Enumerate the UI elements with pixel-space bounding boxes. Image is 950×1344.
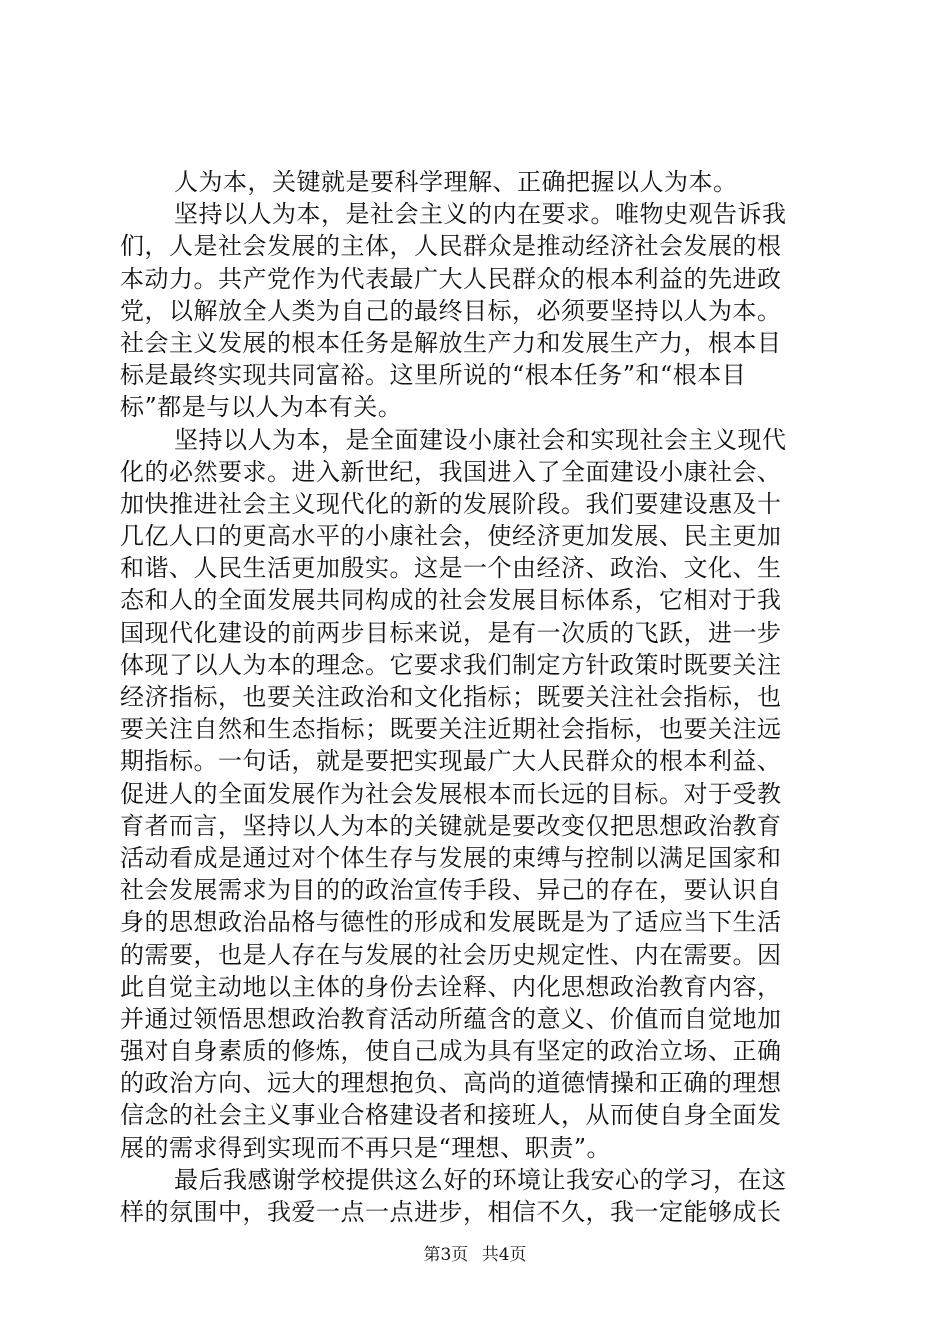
text-line: 并通过领悟思想政治教育活动所蕴含的意义、价值而自觉地加 <box>120 1004 782 1033</box>
text-line: 信念的社会主义事业合格建设者和接班人，从而使自身全面发 <box>120 1101 782 1130</box>
text-line: 态和人的全面发展共同构成的社会发展目标体系，它相对于我 <box>120 586 782 615</box>
text-line: 经济指标，也要关注政治和文化指标；既要关注社会指标，也 <box>120 683 782 711</box>
text-line: 人为本，关键就是要科学理解、正确把握以人为本。 <box>174 168 738 196</box>
document-body <box>120 166 838 1228</box>
text-line: 展的需求得到实现而不再只是“理想、职责”。 <box>120 1133 612 1162</box>
text-line: 们，人是社会发展的主体，人民群众是推动经济社会发展的根 <box>120 232 782 261</box>
page-total: 共4页 <box>481 1245 527 1265</box>
text-line: 最后我感谢学校提供这么好的环境让我安心的学习，在这 <box>174 1165 787 1194</box>
text-line: 要关注自然和生态指标；既要关注近期社会指标，也要关注远 <box>120 715 782 744</box>
text-line: 活动看成是通过对个体生存与发展的束缚与控制以满足国家和 <box>120 843 782 872</box>
text-line: 标是最终实现共同富裕。这里所说的“根本任务”和“根本目 <box>120 361 747 390</box>
text-line: 此自觉主动地以主体的身份去诠释、内化思想政治教育内容， <box>120 972 782 1001</box>
text-line: 样的氛围中，我爱一点一点进步，相信不久，我一定能够成长 <box>120 1198 782 1226</box>
page-footer <box>0 1244 950 1266</box>
text-line: 几亿人口的更高水平的小康社会，使经济更加发展、民主更加 <box>120 522 782 551</box>
text-line: 加快推进社会主义现代化的新的发展阶段。我们要建设惠及十 <box>120 489 782 518</box>
text-line: 坚持以人为本，是社会主义的内在要求。唯物史观告诉我 <box>174 200 787 229</box>
text-line: 的需要，也是人存在与发展的社会历史规定性、内在需要。因 <box>120 940 782 969</box>
text-line: 体现了以人为本的理念。它要求我们制定方针政策时既要关注 <box>120 650 782 679</box>
page-number: 第3页 <box>423 1245 469 1265</box>
text-line: 社会主义发展的根本任务是解放生产力和发展生产力，根本目 <box>120 328 782 357</box>
text-line: 的政治方向、远大的理想抱负、高尚的道德情操和正确的理想 <box>120 1069 782 1098</box>
text-line: 育者而言，坚持以人为本的关键就是要改变仅把思想政治教育 <box>120 811 782 840</box>
text-line: 坚持以人为本，是全面建设小康社会和实现社会主义现代 <box>174 425 787 454</box>
text-line: 促进人的全面发展作为社会发展根本而长远的目标。对于受教 <box>120 779 782 808</box>
text-line: 化的必然要求。进入新世纪，我国进入了全面建设小康社会、 <box>120 457 782 486</box>
text-line: 标”都是与以人为本有关。 <box>120 393 403 422</box>
text-line: 本动力。共产党作为代表最广大人民群众的根本利益的先进政 <box>120 264 782 293</box>
text-line: 国现代化建设的前两步目标来说，是有一次质的飞跃，进一步 <box>120 618 782 647</box>
text-line: 社会发展需求为目的的政治宣传手段、异己的存在，要认识自 <box>120 876 782 905</box>
text-line: 党，以解放全人类为自己的最终目标，必须要坚持以人为本。 <box>120 296 782 325</box>
text-line: 和谐、人民生活更加殷实。这是一个由经济、政治、文化、生 <box>120 554 782 583</box>
text-line: 期指标。一句话，就是要把实现最广大人民群众的根本利益、 <box>120 747 782 776</box>
text-line: 身的思想政治品格与德性的形成和发展既是为了适应当下生活 <box>120 908 782 937</box>
text-line: 强对自身素质的修炼，使自己成为具有坚定的政治立场、正确 <box>120 1037 782 1066</box>
